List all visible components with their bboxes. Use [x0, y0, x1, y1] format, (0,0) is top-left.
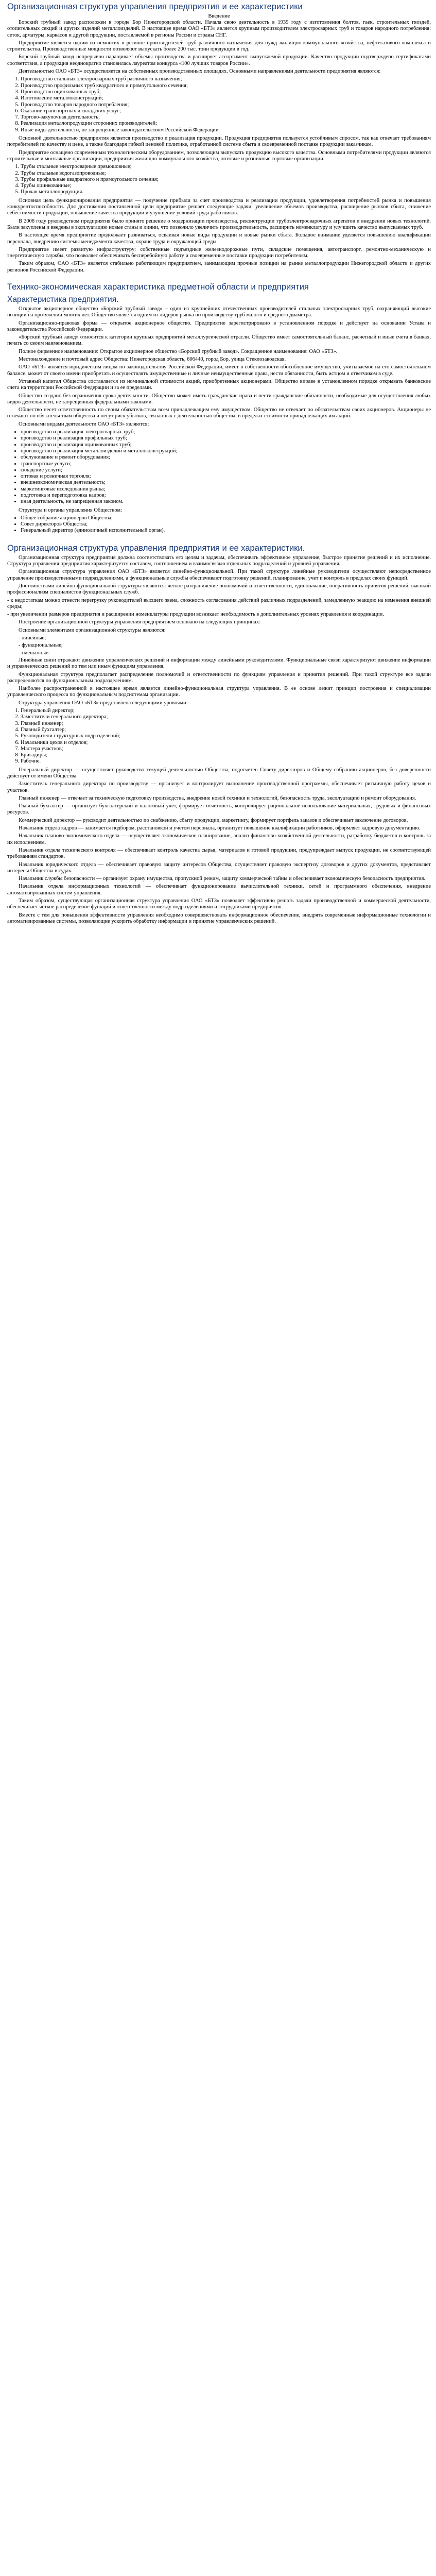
intro-heading: Введение: [208, 13, 230, 19]
list-item: 3. Главный инженер;: [21, 721, 431, 727]
paragraph: Организационная структура управления ОАО «БТЗ» является линейно-функциональной. При такой структуре линейные руководители осуществляют непосредственное управление производственными подразделениями, а функциональные службы обеспечивают подготовку решений, планирование, учет и контроль в пределах своих функций.: [7, 569, 431, 581]
list-item: • Общее собрание акционеров Общества;: [21, 515, 431, 521]
list-item: 9. Иные виды деятельности, не запрещенные законодательством Российской Федерации.: [21, 127, 431, 133]
list-item: 4. Изготовление металлоконструкций;: [21, 95, 431, 101]
list-item: 1. Трубы стальные электросварные прямошовные;: [21, 164, 431, 170]
list-item: • внешнеэкономическая деятельность;: [21, 480, 431, 486]
subsection-title: Характеристика предприятия.: [7, 295, 119, 304]
paragraph: ОАО «БТЗ» является юридическим лицом по законодательству Российской Федерации, имеет в собственности обособленное имущество, учитываемое на его самостоятельном балансе, может от своего имени приобретать и осуществлять имущественные и личные неимущественные права, нести обязанности, быть истцом и ответчиком в суде.: [7, 364, 431, 377]
list-item: • оптовая и розничная торговля;: [21, 473, 431, 480]
paragraph: Линейные связи отражают движение управленческих решений и информации между линейными руководителями. Функциональные связи характеризуют движение информации и управленческих решений по тем или иным функциям управления.: [7, 657, 431, 670]
list-item: 7. Торгово-закупочная деятельность;: [21, 114, 431, 121]
paragraph: Начальник службы безопасности — организует охрану имущества, пропускной режим, защиту коммерческой тайны и обеспечивает экономическую безопасность предприятия.: [19, 876, 426, 882]
paragraph: Коммерческий директор — руководит деятельностью по снабжению, сбыту продукции, маркетингу, формирует портфель заказов и обеспечивает заключение договоров.: [19, 817, 408, 823]
paragraph: Борский трубный завод непрерывно наращивает объемы производства и расширяет ассортимент выпускаемой продукции. Качество продукции подтверждено сертификатами соответствия, а продукция неоднократно становилась лауреатом конкурса «100 лучших товаров России».: [7, 54, 431, 66]
list-item: 5. Руководители структурных подразделений;: [21, 733, 431, 739]
list-item: • маркетинговые исследования рынка;: [21, 486, 431, 493]
paragraph: Деятельностью ОАО «БТЗ» осуществляется на собственных производственных площадях. Основными направлениями деятельности предприятия являются:: [19, 69, 381, 75]
list-item: 5. Производство товаров народного потребления;: [21, 102, 431, 108]
list-item: 1. Генеральный директор;: [21, 708, 431, 714]
paragraph: Начальник планово-экономического отдела — осуществляет экономическое планирование, анализ финансово-хозяйственной деятельности, разработку бюджетов и контроль за их исполнением.: [7, 833, 431, 845]
list-item: • складские услуги;: [21, 467, 431, 473]
list-item: • производство и реализация электросварных труб;: [21, 429, 431, 435]
list-item: 2. Заместители генерального директора;: [21, 714, 431, 720]
list-item: 7. Мастера участков;: [21, 746, 431, 752]
governance-bullets: [7, 515, 431, 534]
list-item: 3. Производство оцинкованных труб;: [21, 89, 431, 95]
paragraph: Вместе с тем для повышения эффективности управления необходимо совершенствовать информационное обеспечение, внедрять современные информационные технологии и автоматизированные системы, позволяющие ускорить обработку информации и принятие управленческих решений.: [7, 912, 431, 924]
paragraph: Построение организационной структуры управления предприятием основано на следующих принципах:: [19, 619, 260, 625]
activities-list: [7, 76, 431, 133]
list-item: 2. Трубы стальные водогазопроводные;: [21, 171, 431, 177]
paragraph: Основной деятельностью предприятия является производство и реализация продукции. Продукция предприятия пользуется устойчивым спросом, так как отвечает требованиям потребителей по качеству и цене, а также благодаря гибкой ценовой политике, отработанной системе сбыта и своевременной поставке продукции заказчикам.: [7, 135, 431, 148]
paragraph: - при увеличении размеров предприятия и расширении номенклатуры продукции возникает необходимость в дополнительных уровнях управления и координации.: [7, 612, 384, 618]
paragraph: Основная цель функционирования предприятия — получение прибыли за счет производства и реализации продукции, удовлетворения потребностей рынка и повышения конкурентоспособности. Для достижения поставленной цели предприятие решает следующие задачи: увеличение объемов производства, расширение рынков сбыта, снижение себестоимости продукции, повышение качества продукции и улучшение условий труда работников.: [7, 197, 431, 216]
paragraph: Общество несет ответственность по своим обязательствам всем принадлежащим ему имуществом. Общество не отвечает по обязательствам своих акционеров. Акционеры не отвечают по обязательствам общества и несут риск убытков, связанных с деятельностью общества, в пределах стоимости принадлежащих им акций.: [7, 407, 431, 419]
paragraph: Начальник отдела технического контроля — обеспечивает контроль качества сырья, материалов и готовой продукции, предупреждает выпуск продукции, не соответствующей требованиям стандартов.: [7, 847, 431, 860]
paragraph: Структура управления ОАО «БТЗ» представлена следующими уровнями:: [19, 700, 188, 706]
paragraph: Уставный капитал Общества составляется из номинальной стоимости акций, приобретенных акционерами. Общество вправе в установленном порядке открывать банковские счета на территории Российской Федерации и за ее пределами.: [7, 378, 431, 391]
paragraph: Структура и органы управления Обществом:: [19, 507, 123, 513]
paragraph: Начальник отдела информационных технологий — обеспечивает функционирование вычислительной техники, сетей и программного обеспечения, внедрение автоматизированных систем управления.: [7, 884, 431, 896]
paragraph: Организационная структура предприятия должна соответствовать его целям и задачам, обеспечивать эффективное управление, быстрое принятие решений и их исполнение. Структура управления предприятия характеризуется составом, соотношением и взаимосвязью отдельных подразделений и уровней управления.: [7, 554, 431, 567]
paragraph: Функциональная структура предполагает распределение полномочий и ответственности по функциям управления и принятия решений. При такой структуре все задачи распределяются по функциональным подразделениям.: [7, 671, 431, 684]
paragraph: В настоящее время предприятие продолжает развиваться, осваивая новые виды продукции и новые рынки сбыта. Большое внимание уделяется повышению квалификации персонала, внедрению системы менеджмента качества, охране труда и окружающей среды.: [7, 232, 431, 245]
list-item: • иная деятельность, не запрещенная законом.: [21, 499, 431, 505]
list-item: • производство и реализация оцинкованных труб;: [21, 442, 431, 448]
dash-item: - функциональные;: [19, 642, 63, 649]
list-item: 4. Трубы оцинкованные;: [21, 183, 431, 189]
paragraph: Полное фирменное наименование: Открытое акционерное общество «Борский трубный завод». Сокращенное наименование: ОАО «БТЗ».: [19, 348, 338, 354]
list-item: 9. Рабочие.: [21, 758, 431, 765]
dash-item: - смешанные.: [19, 650, 50, 656]
paragraph: Общество создано без ограничения срока деятельности. Общество может иметь гражданские права и нести гражданские обязанности, необходимые для осуществления любых видов деятельности, не запрещенных федеральными законами.: [7, 393, 431, 405]
paragraph: Борский трубный завод расположен в городе Бор Нижегородской области. Начала свою деятельность в 1939 году с изготовления болтов, гаек, строительных гвоздей, отопительных секций и других изделий металлоизделий. В настоящее время ОАО «БТЗ» является крупным производителем электросварных труб и товаров народного потребления: сеток, арматуры, каркасов и другой продукции, поставляемой в регионы России и страны СНГ.: [7, 20, 431, 38]
list-item: • производство и реализация профильных труб;: [21, 435, 431, 442]
paragraph: Главный инженер — отвечает за техническую подготовку производства, внедрение новой техники и технологий, безопасность труда, эксплуатацию и ремонт оборудования.: [19, 795, 416, 801]
list-item: 1. Производство стальных электросварных труб различного назначения;: [21, 76, 431, 82]
list-item: 8. Реализация металлопродукции сторонних производителей;: [21, 121, 431, 127]
list-item: • транспортные услуги;: [21, 461, 431, 467]
list-item: 2. Производство профильных труб квадратного и прямоугольного сечения;: [21, 83, 431, 89]
list-item: • обслуживание и ремонт оборудования;: [21, 454, 431, 461]
section-title-1: Организационная структура управления предприятия и ее характеристики: [7, 2, 303, 11]
paragraph: «Борский трубный завод» относится к категории крупных предприятий металлургической отрасли. Общество имеет самостоятельный баланс, расчетный и иные счета в банках, печать со своим наименованием.: [7, 334, 431, 347]
paragraph: Начальник отдела кадров — занимается подбором, расстановкой и учетом персонала, организует повышение квалификации работников, оформляет кадровую документацию.: [19, 825, 421, 832]
paragraph: Таким образом, существующая организационная структура управления ОАО «БТЗ» позволяет эффективно решать задачи производственной и коммерческой деятельности, обеспечивает четкое распределение функций и ответственности между подразделениями и сотрудниками предприятия.: [7, 898, 431, 910]
list-item: 4. Главный бухгалтер;: [21, 727, 431, 733]
list-item: 3. Трубы профильные квадратного и прямоугольного сечения;: [21, 177, 431, 183]
paragraph: Организационно-правовая форма — открытое акционерное общество. Предприятие зарегистрировано в установленном порядке и действует на основании Устава и законодательства Российской Федерации.: [7, 320, 431, 332]
document-page: [0, 0, 436, 933]
paragraph: Таким образом, ОАО «БТЗ» является стабильно работающим предприятием, занимающим прочные позиции на рынке металлопродукции Нижегородской области и других регионов Российской Федерации.: [7, 261, 431, 273]
paragraph: Заместитель генерального директора по производству — организует и контролирует выполнение производственной программы, обеспечивает ритмичную работу цехов и участков.: [7, 781, 431, 793]
list-item: 6. Начальники цехов и отделов;: [21, 740, 431, 746]
paragraph: Главный бухгалтер — организует бухгалтерский и налоговый учет, формирует отчетность, контролирует рациональное использование материальных, трудовых и финансовых ресурсов.: [7, 803, 431, 816]
list-item: • подготовка и переподготовка кадров;: [21, 493, 431, 499]
paragraph: Достоинствами линейно-функциональной структуры являются: четкое разграничение полномочий и ответственности, единоначалие, оперативность принятия решений, высокий профессионализм специалистов функциональных служб.: [7, 583, 431, 596]
list-item: • Совет директоров Общества;: [21, 521, 431, 528]
section-title-3: Организационная структура управления предприятия и ее характеристики.: [7, 543, 305, 553]
paragraph: Предприятие имеет развитую инфраструктуру: собственные подъездные железнодорожные пути, складские помещения, автотранспорт, ремонтно-механическую и энергетическую службы, что позволяет обеспечивать бесперебойную работу и своевременные поставки продукции потребителям.: [7, 246, 431, 259]
products-list: [7, 164, 431, 195]
paragraph: Предприятие оснащено современным технологическим оборудованием, позволяющим выпускать продукцию высокого качества. Основными потребителями продукции являются строительные и монтажные организации, предприятия жилищно-коммунального хозяйства, оптовые и розничные торговые организации.: [7, 149, 431, 162]
paragraph: Местонахождение и почтовый адрес Общества: Нижегородская область, 606440, город Бор, улица Стеклозаводская.: [19, 357, 286, 363]
list-item: • производство и реализация металлоизделий и металлоконструкций;: [21, 448, 431, 454]
list-item: • Генеральный директор (единоличный исполнительный орган).: [21, 528, 431, 534]
paragraph: Предприятие является одним из немногих в регионе производителей труб различного назначения для нужд жилищно-коммунального хозяйства, нефтегазового комплекса и строительства. Производственные мощности позволяют выпускать более 200 тыс. тонн продукции в год.: [7, 40, 431, 53]
activities-bullets: [7, 429, 431, 505]
paragraph: - к недостаткам можно отнести перегрузку руководителей высшего звена, сложность согласования действий различных подразделений, замедленную реакцию на изменения внешней среды;: [7, 597, 431, 609]
list-item: 8. Бригадиры;: [21, 752, 431, 758]
paragraph: Генеральный директор — осуществляет руководство текущей деятельностью Общества, подотчетен Совету директоров и Общему собранию акционеров, без доверенности действует от имени Общества.: [7, 767, 431, 779]
list-item: 6. Оказание транспортных и складских услуг;: [21, 108, 431, 114]
paragraph: В 2008 году руководством предприятия было принято решение о модернизации производства, реконструкции трубоэлектросварочных агрегатов и внедрении новых технологий. Были закуплены и введены в эксплуатацию новые станы и линии, что позволило увеличить производительность, расширить номенклатуру и улучшить качество выпускаемых труб.: [7, 218, 431, 230]
paragraph: Наиболее распространенной в настоящее время является линейно-функциональная структура управления. В ее основе лежит принцип построения и специализации управленческого процесса по функциональным подсистемам организации.: [7, 686, 431, 698]
dash-item: - линейные;: [19, 635, 46, 641]
paragraph: Открытое акционерное общество «Борский трубный завод» – один из крупнейших отечественных производителей стальных электросварных труб, сохраняющий высокие позиции на протяжении многих лет. Общество является одним из лидеров рынка по производству труб малого и среднего диаметра.: [7, 306, 431, 318]
paragraph: Основными видами деятельности ОАО «БТЗ» являются:: [19, 421, 149, 427]
structure-levels-list: [7, 708, 431, 765]
paragraph: Основными элементами организационной структуры являются:: [19, 627, 166, 633]
paragraph: Начальник юридического отдела — обеспечивает правовую защиту интересов Общества, осуществляет правовую экспертизу договоров и других документов, представляет интересы Общества в судах.: [7, 861, 431, 874]
section-title-2: Технико-экономическая характеристика предметной области и предприятия: [7, 282, 309, 292]
list-item: 5. Прочая металлопродукция.: [21, 189, 431, 195]
